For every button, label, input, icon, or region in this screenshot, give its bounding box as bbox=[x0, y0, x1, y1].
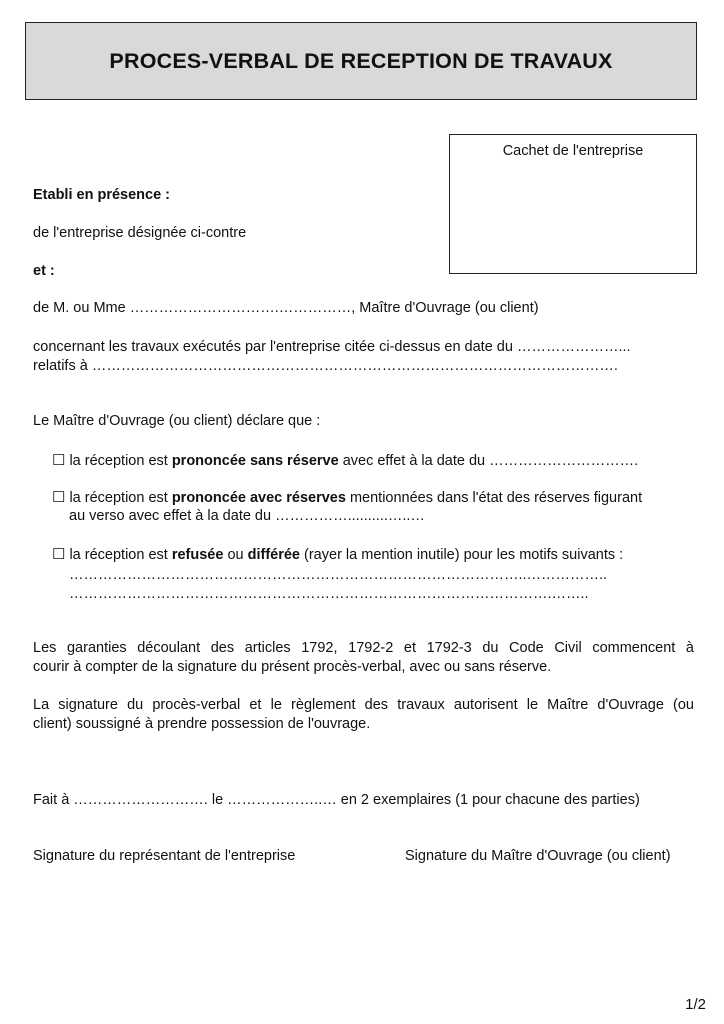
title-box bbox=[25, 22, 697, 100]
stamp-label: Cachet de l'entreprise bbox=[502, 143, 644, 159]
works-date-line: concernant les travaux exécutés par l'entreprise citée ci-dessus en date du …………………... bbox=[33, 339, 631, 355]
and-label: et : bbox=[33, 263, 55, 279]
option3-bold-deferred: différée bbox=[247, 547, 300, 563]
option3-bold-refused: refusée bbox=[171, 547, 224, 563]
signature-owner-label: Signature du Maître d'Ouvrage (ou client) bbox=[405, 848, 671, 864]
option1-post: avec effet à la date du …………………………. bbox=[338, 453, 639, 469]
established-heading: Etabli en présence : bbox=[33, 187, 170, 203]
works-subject-line: relatifs à ………………………………………………………………………………………………. bbox=[33, 358, 618, 374]
company-line: de l'entreprise désignée ci-contre bbox=[33, 225, 247, 241]
option3-mid: ou bbox=[223, 547, 248, 563]
option3-pre: la réception est bbox=[69, 547, 172, 563]
guarantee-line-1: Les garanties découlant des articles 1792, 1792-2 et 1792-3 du Code Civil commencent à bbox=[33, 640, 694, 656]
reasons-dots-line-1: …………………………………………………………………………………..…………….. bbox=[69, 567, 608, 583]
option-accepted-without-reserve bbox=[52, 451, 638, 471]
declare-line: Le Maître d'Ouvrage (ou client) déclare que : bbox=[33, 413, 321, 429]
reasons-dots-line-2: ……………………………………………………………………………………….…….. bbox=[69, 586, 589, 602]
option2-post: mentionnées dans l'état des réserves figurant bbox=[345, 490, 643, 506]
guarantee-line-2: courir à compter de la signature du présent procès-verbal, avec ou sans réserve. bbox=[33, 659, 552, 675]
checkbox-icon: ☐ bbox=[52, 452, 66, 469]
option-accepted-with-reserves bbox=[52, 488, 642, 508]
option1-bold: prononcée sans réserve bbox=[171, 453, 339, 469]
possession-line-2: client) soussigné à prendre possession de l'ouvrage. bbox=[33, 716, 371, 732]
option-refused-or-deferred bbox=[52, 545, 623, 565]
company-stamp-box bbox=[449, 134, 697, 274]
option2-pre: la réception est bbox=[69, 490, 172, 506]
possession-line-1: La signature du procès-verbal et le règlement des travaux autorisent le Maître d'Ouvrage (ou bbox=[33, 697, 694, 713]
option2-bold: prononcée avec réserves bbox=[171, 490, 346, 506]
signature-company-label: Signature du représentant de l'entreprise bbox=[33, 848, 296, 864]
option1-pre: la réception est bbox=[69, 453, 172, 469]
done-at-line: Fait à ………………………. le ………………..… en 2 exemplaires (1 pour chacune des parties) bbox=[33, 792, 640, 808]
checkbox-icon: ☐ bbox=[52, 489, 66, 506]
option2-continuation: au verso avec effet à la date du ……………..........…..… bbox=[69, 508, 425, 524]
page-title: PROCES-VERBAL DE RECEPTION DE TRAVAUX bbox=[109, 48, 613, 73]
option3-post: (rayer la mention inutile) pour les motifs suivants : bbox=[300, 547, 624, 563]
checkbox-icon: ☐ bbox=[52, 546, 66, 563]
page-number: 1/2 bbox=[685, 996, 706, 1013]
owner-line: de M. ou Mme ………………………….……………, Maître d'Ouvrage (ou client) bbox=[33, 300, 539, 316]
